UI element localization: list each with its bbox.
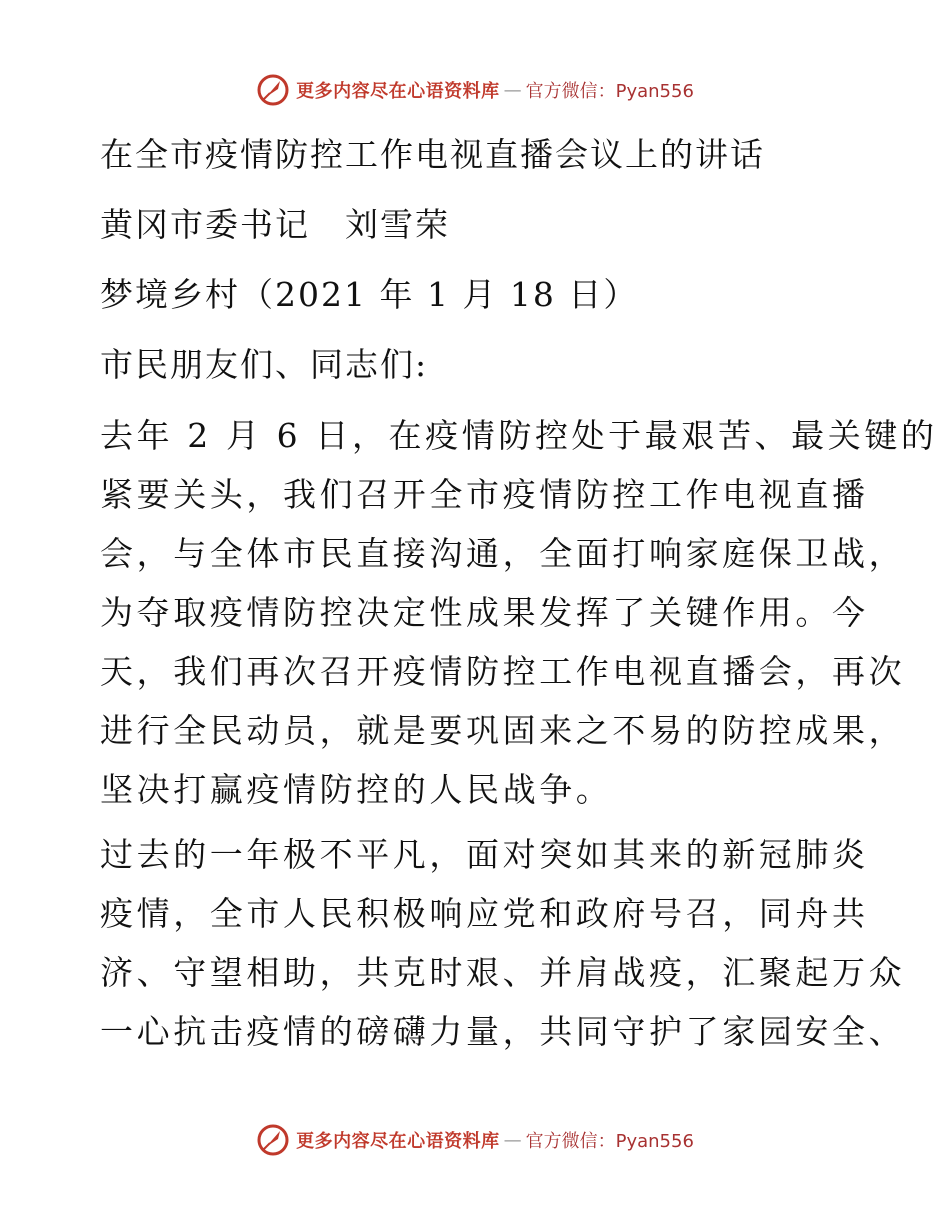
paragraph-line: 疫情，全市人民积极响应党和政府号召，同舟共 <box>100 894 869 933</box>
paragraph-line: 紧要关头，我们召开全市疫情防控工作电视直播 <box>100 475 869 514</box>
watermark-main-text: 更多内容尽在心语资料库 <box>296 1131 500 1152</box>
paragraph-line: 进行全民动员，就是要巩固来之不易的防控成果， <box>100 711 906 750</box>
paragraph-2 <box>100 825 906 1061</box>
document-body <box>100 120 938 1061</box>
paragraph-1 <box>100 406 938 819</box>
watermark-wechat-text: 官方微信：Pyan556 <box>525 1131 694 1152</box>
watermark-wechat-text: 官方微信：Pyan556 <box>525 81 694 102</box>
paragraph-line: 去年 2 月 6 日，在疫情防控处于最艰苦、最关键的 <box>100 416 938 455</box>
quill-logo-icon <box>256 73 290 107</box>
document-salutation: 市民朋友们、同志们: <box>100 345 429 384</box>
footer-watermark <box>0 1120 950 1160</box>
watermark-dash: — <box>503 79 522 101</box>
paragraph-line: 一心抗击疫情的磅礴力量，共同守护了家园安全、 <box>100 1012 906 1051</box>
watermark-main-text: 更多内容尽在心语资料库 <box>296 81 500 102</box>
watermark-dash: — <box>503 1129 522 1151</box>
header-watermark <box>0 70 950 110</box>
document-source-date: 梦境乡村（2021 年 1 月 18 日） <box>100 275 639 314</box>
paragraph-line: 济、守望相助，共克时艰、并肩战疫，汇聚起万众 <box>100 953 906 992</box>
paragraph-line: 天，我们再次召开疫情防控工作电视直播会，再次 <box>100 652 906 691</box>
paragraph-line: 会，与全体市民直接沟通，全面打响家庭保卫战， <box>100 534 906 573</box>
quill-logo-icon <box>256 1123 290 1157</box>
paragraph-line: 过去的一年极不平凡，面对突如其来的新冠肺炎 <box>100 835 869 874</box>
paragraph-line: 坚决打赢疫情防控的人民战争。 <box>100 770 613 809</box>
document-author: 黄冈市委书记 刘雪荣 <box>100 205 450 244</box>
paragraph-line: 为夺取疫情防控决定性成果发挥了关键作用。今 <box>100 593 869 632</box>
document-title: 在全市疫情防控工作电视直播会议上的讲话 <box>100 135 765 174</box>
